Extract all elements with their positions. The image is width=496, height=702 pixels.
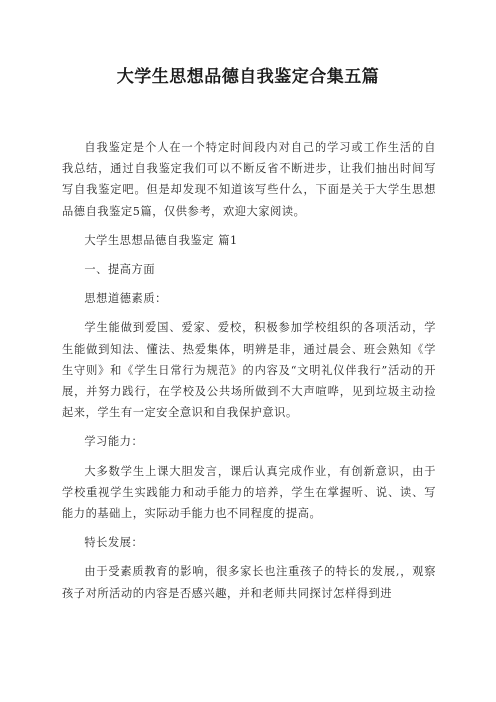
intro-paragraph: 自我鉴定是个人在一个特定时间段内对自己的学习或工作生活的自我总结，通过自我鉴定我们可以不断反省不断进步，让我们抽出时间写写自我鉴定吧。但是却发现不知道该写些什么，下面是关于大学生思想品德自我鉴定5篇，仅供参考，欢迎大家阅读。 [62,141,436,218]
document-body [62,137,436,612]
topic-heading-learning: 学习能力： [84,435,144,449]
section-heading: 大学生思想品德自我鉴定 篇1 [84,233,238,247]
learning-paragraph: 大多数学生上课大胆发言，课后认真完成作业，有创新意识，由于学校重视学生实践能力和动手能力的培养，学生在掌握听、说、读、写能力的基础上，实际动手能力也不同程度的提高。 [62,464,436,521]
subsection-heading: 一、提高方面 [84,263,156,277]
topic-heading-talent: 特长发展： [84,536,144,550]
topic-heading-moral: 思想道德素质： [84,292,167,306]
talent-paragraph: 由于受素质教育的影响，很多家长也注重孩子的特长的发展,，观察孩子对所活动的内容是否感兴趣，并和老师共同探讨怎样得到进 [62,565,436,600]
document-title: 大学生思想品德自我鉴定合集五篇 [116,67,380,87]
moral-paragraph: 学生能做到爱国、爱家、爱校，积极参加学校组织的各项活动，学生能做到知法、懂法、热爱集体，明辨是非，通过晨会、班会熟知《学生守则》和《学生日常行为规范》的内容及“文明礼仪伴我行”活动的开展，并努力践行，在学校及公共场所做到不大声喧哗，见到垃圾主动捡起来，学生有一定安全意识和自我保护意识。 [62,321,436,420]
